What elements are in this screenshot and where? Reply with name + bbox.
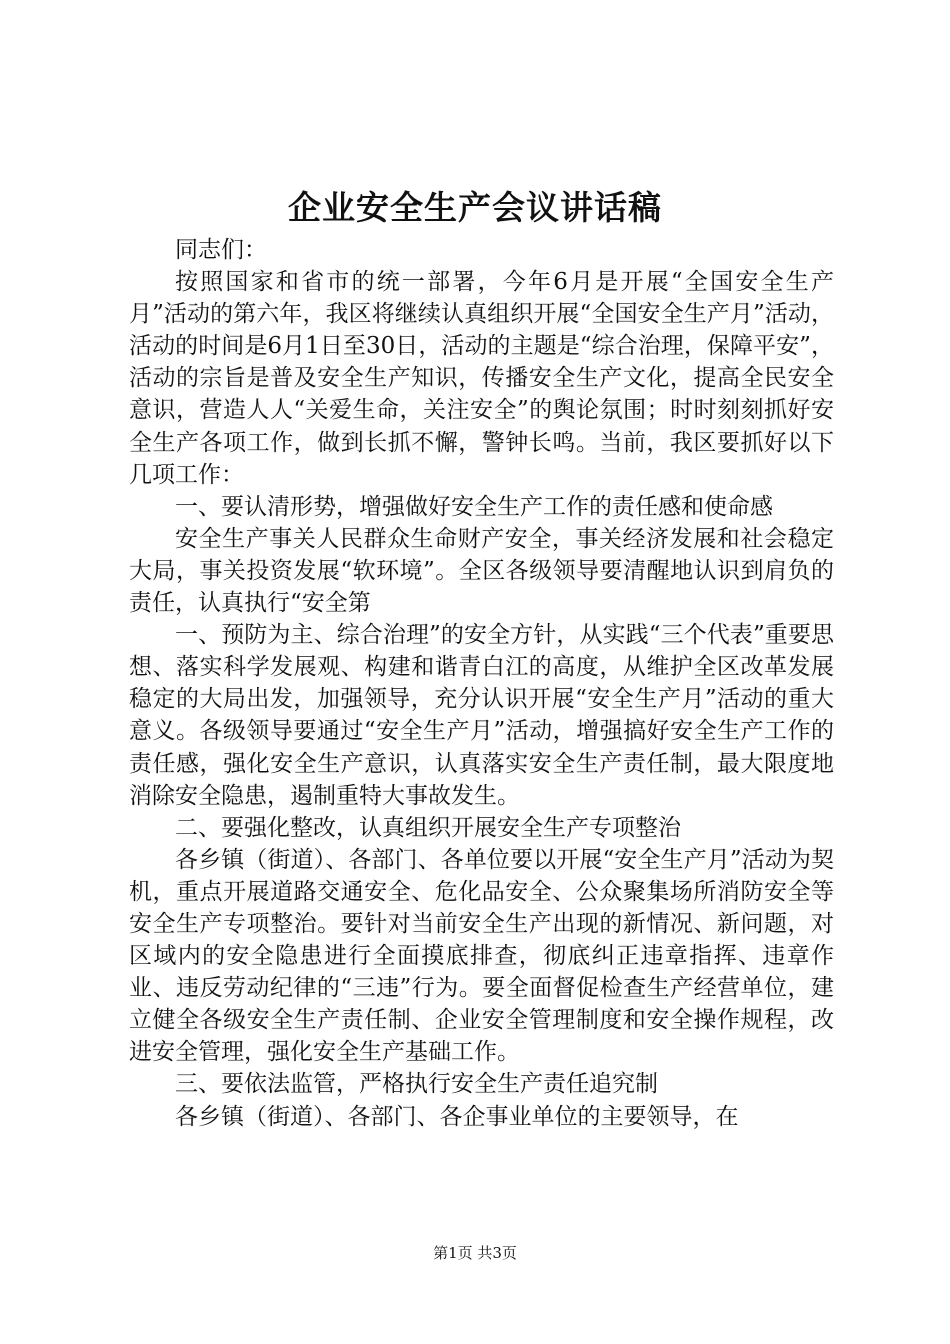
paragraph-intro: 按照国家和省市的统一部署，今年6月是开展“全国安全生产月”活动的第六年，我区将继续认真组织开展“全国安全生产月”活动，活动的时间是6月1日至30日，活动的主题是“综合治理，保障平安”，活动的宗旨是普及安全生产知识，传播安全生产文化，提高全民安全意识，营造人人“关爱生命，关注安全”的舆论氛围；时时刻刻抓好安全生产各项工作，做到长抓不懈，警钟长鸣。当前，我区要抓好以下几项工作：: [129, 269, 834, 488]
paragraph-section-1a: 安全生产事关人民群众生命财产安全，事关经济发展和社会稳定大局，事关投资发展“软环境”。全区各级领导要清醒地认识到肩负的责任，认真执行“安全第: [129, 525, 834, 617]
salutation: 同志们：: [175, 237, 267, 263]
section-heading-1: 一、要认清形势，增强做好安全生产工作的责任感和使命感: [175, 493, 773, 520]
paragraph-section-3: 各乡镇（街道）、各部门、各企事业单位的主要领导，在: [175, 1103, 739, 1130]
page-footer: 第1页 共3页: [433, 1244, 517, 1262]
section-heading-3: 三、要依法监管，严格执行安全生产责任追究制: [175, 1071, 658, 1098]
paragraph-section-1b: 一、预防为主、综合治理”的安全方针，从实践“三个代表”重要思想、落实科学发展观、构建和谐青白江的高度，从维护全区改革发展稳定的大局出发，加强领导，充分认识开展“安全生产月”活动的重大意义。各级领导要通过“安全生产月”活动，增强搞好安全生产工作的责任感，强化安全生产意识，认真落实安全生产责任制，最大限度地消除安全隐患，遏制重特大事故发生。: [129, 622, 834, 809]
section-heading-2: 二、要强化整改，认真组织开展安全生产专项整治: [175, 814, 681, 841]
document-body: [129, 234, 834, 1133]
paragraph-section-2: 各乡镇（街道）、各部门、各单位要以开展“安全生产月”活动为契机，重点开展道路交通安全、危化品安全、公众聚集场所消防安全等安全生产专项整治。要针对当前安全生产出现的新情况、新问题，对区域内的安全隐患进行全面摸底排查，彻底纠正违章指挥、违章作业、违反劳动纪律的“三违”行为。要全面督促检查生产经营单位，建立健全各级安全生产责任制、企业安全管理制度和安全操作规程，改进安全管理，强化安全生产基础工作。: [129, 846, 834, 1066]
document-title: 企业安全生产会议讲话稿: [288, 188, 662, 227]
